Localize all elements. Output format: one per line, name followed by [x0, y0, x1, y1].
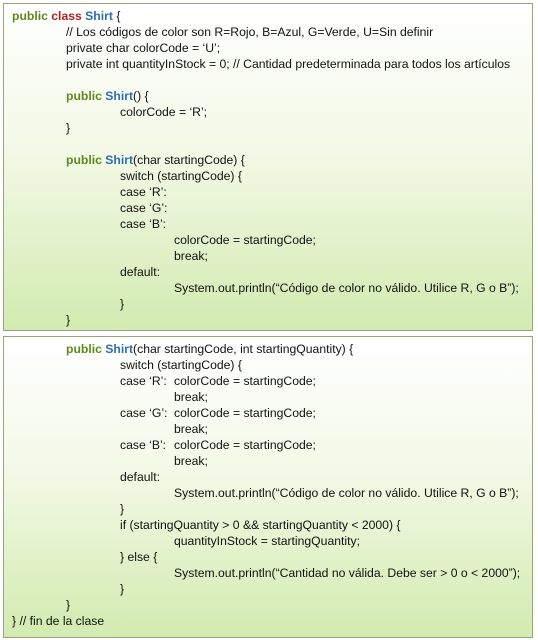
constructor-params: (char startingCode, int startingQuantity) { [133, 342, 354, 356]
keyword-public: public [12, 9, 48, 23]
println-invalid-quantity: System.out.println(“Cantidad no válida. Debe ser > 0 o < 2000”); [174, 566, 521, 580]
default-case: default: [120, 470, 160, 484]
default-case: default: [120, 265, 160, 279]
break-r: break; [174, 390, 208, 404]
keyword-class: class [51, 9, 82, 23]
field-color-code: private char colorCode = ‘U’; [66, 41, 221, 55]
switch-close: } [120, 297, 125, 311]
if-quantity-check: if (startingQuantity > 0 && startingQuantity < 2000) { [120, 518, 401, 532]
assign-color-b: colorCode = startingCode; [174, 438, 316, 452]
ctor1-body: colorCode = ‘R’; [120, 105, 208, 119]
switch-close: } [120, 502, 125, 516]
println-invalid-color: System.out.println(“Código de color no válido. Utilice R, G o B”); [174, 281, 519, 295]
class-open-brace: { [112, 9, 121, 23]
else-close: } [120, 582, 125, 596]
class-end-comment: } // fin de la clase [12, 614, 105, 628]
break-b: break; [174, 454, 208, 468]
code-panel-top [3, 3, 533, 331]
switch-statement: switch (startingCode) { [120, 358, 242, 372]
code-panel-bottom [3, 336, 533, 638]
class-declaration [12, 8, 120, 24]
assign-color-g: colorCode = startingCode; [174, 406, 316, 420]
comment-color-codes: // Los códigos de color son R=Rojo, B=Azul, G=Verde, U=Sin definir [66, 25, 434, 39]
class-name: Shirt [85, 9, 113, 23]
assign-color-r: colorCode = startingCode; [174, 374, 316, 388]
break-g: break; [174, 422, 208, 436]
constructor-name: Shirt [105, 153, 134, 167]
assign-color: colorCode = startingCode; [174, 233, 316, 247]
constructor-params: (char startingCode) { [133, 153, 245, 167]
ctor2-close: } [66, 313, 71, 327]
keyword-public: public [66, 153, 102, 167]
switch-statement: switch (startingCode) { [120, 169, 242, 183]
constructor-name: Shirt [105, 342, 134, 356]
keyword-public: public [66, 89, 102, 103]
keyword-public: public [66, 342, 102, 356]
field-quantity: private int quantityInStock = 0; // Cantidad predeterminada para todos los artículos [66, 57, 511, 71]
assign-quantity: quantityInStock = startingQuantity; [174, 534, 360, 548]
case-g: case ‘G’: [120, 201, 168, 215]
println-invalid-color: System.out.println(“Código de color no válido. Utilice R, G o B”); [174, 486, 519, 500]
case-b: case ‘B’: [120, 438, 167, 452]
constructor-code [66, 152, 245, 168]
constructor-params: () { [133, 89, 149, 103]
constructor-code-quantity [66, 341, 353, 357]
case-r: case ‘R’: [120, 185, 167, 199]
break-statement: break; [174, 249, 208, 263]
case-r: case ‘R’: [120, 374, 167, 388]
case-b: case ‘B’: [120, 217, 167, 231]
else-statement: } else { [120, 550, 158, 564]
ctor3-close: } [66, 598, 71, 612]
constructor-name: Shirt [105, 89, 134, 103]
case-g: case ‘G’: [120, 406, 168, 420]
constructor-default [66, 88, 149, 104]
ctor1-close: } [66, 121, 71, 135]
